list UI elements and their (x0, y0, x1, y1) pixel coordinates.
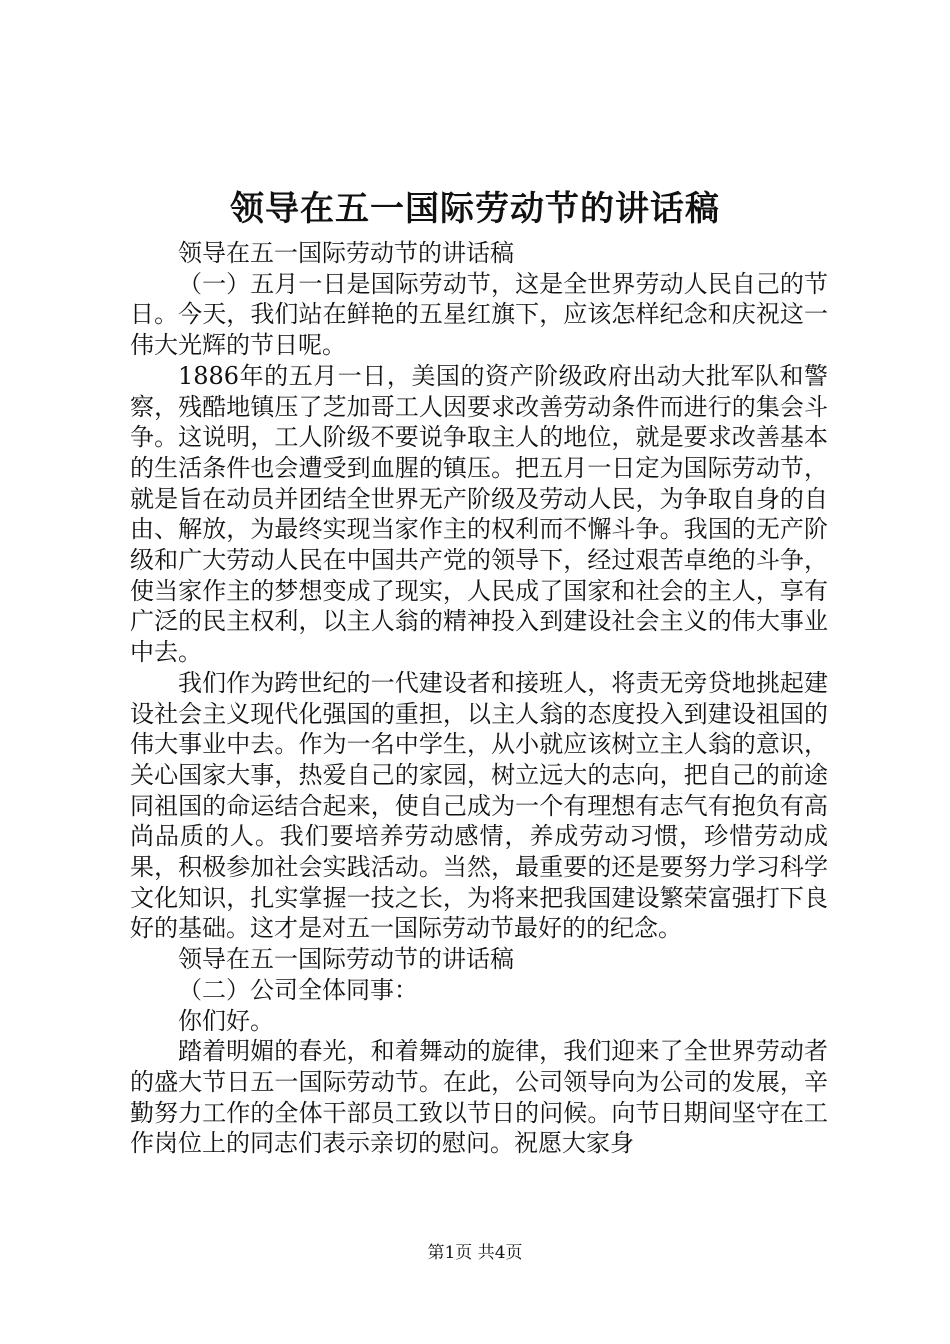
paragraph-history: 1886年的五月一日，美国的资产阶级政府出动大批军队和警察，残酷地镇压了芝加哥工人因要求改善劳动条件而进行的集会斗争。这说明，工人阶级不要说争取主人的地位，就是要求改善基本的生活条件也会遭受到血腥的镇压。把五月一日定为国际劳动节，就是旨在动员并团结全世界无产阶级及劳动人民，为争取自身的自由、解放，为最终实现当家作主的权利而不懈斗争。我国的无产阶级和广大劳动人民在中国共产党的领导下，经过艰苦卓绝的斗争，使当家作主的梦想变成了现实，人民成了国家和社会的主人，享有广泛的民主权利，以主人翁的精神投入到建设社会主义的伟大事业中去。 (130, 361, 828, 667)
paragraph-greeting: 你们好。 (178, 1006, 274, 1035)
paragraph-intro: （一）五月一日是国际劳动节，这是全世界劳动人民自己的节日。今天，我们站在鲜艳的五星红旗下，应该怎样纪念和庆祝这一伟大光辉的节日呢。 (130, 269, 828, 360)
paragraph-company: 踏着明媚的春光，和着舞动的旋律，我们迎来了全世界劳动者的盛大节日五一国际劳动节。在此，公司领导向为公司的发展，辛勤努力工作的全体干部员工致以节日的问候。向节日期间坚守在工作岗位上的同志们表示亲切的慰问。祝愿大家身 (130, 1037, 828, 1158)
paragraph-students: 我们作为跨世纪的一代建设者和接班人，将责无旁贷地挑起建设社会主义现代化强国的重担，以主人翁的态度投入到建设祖国的伟大事业中去。作为一名中学生，从小就应该树立主人翁的意识，关心国家大事，热爱自己的家园，树立远大的志向，把自己的前途同祖国的命运结合起来，使自己成为一个有理想有志气有抱负有高尚品质的人。我们要培养劳动感情，养成劳动习惯，珍惜劳动成果，积极参加社会实践活动。当然，最重要的还是要努力学习科学文化知识，扎实掌握一技之长，为将来把我国建设繁荣富强打下良好的基础。这才是对五一国际劳动节最好的的纪念。 (130, 668, 828, 943)
document-title: 领导在五一国际劳动节的讲话稿 (230, 189, 720, 229)
paragraph-subtitle-2: 领导在五一国际劳动节的讲话稿 (178, 945, 514, 974)
paragraph-subtitle-1: 领导在五一国际劳动节的讲话稿 (178, 239, 514, 267)
document-body (130, 238, 828, 1159)
page-number: 第1页 共4页 (427, 1243, 523, 1263)
paragraph-salutation: （二）公司全体同事： (178, 975, 418, 1004)
